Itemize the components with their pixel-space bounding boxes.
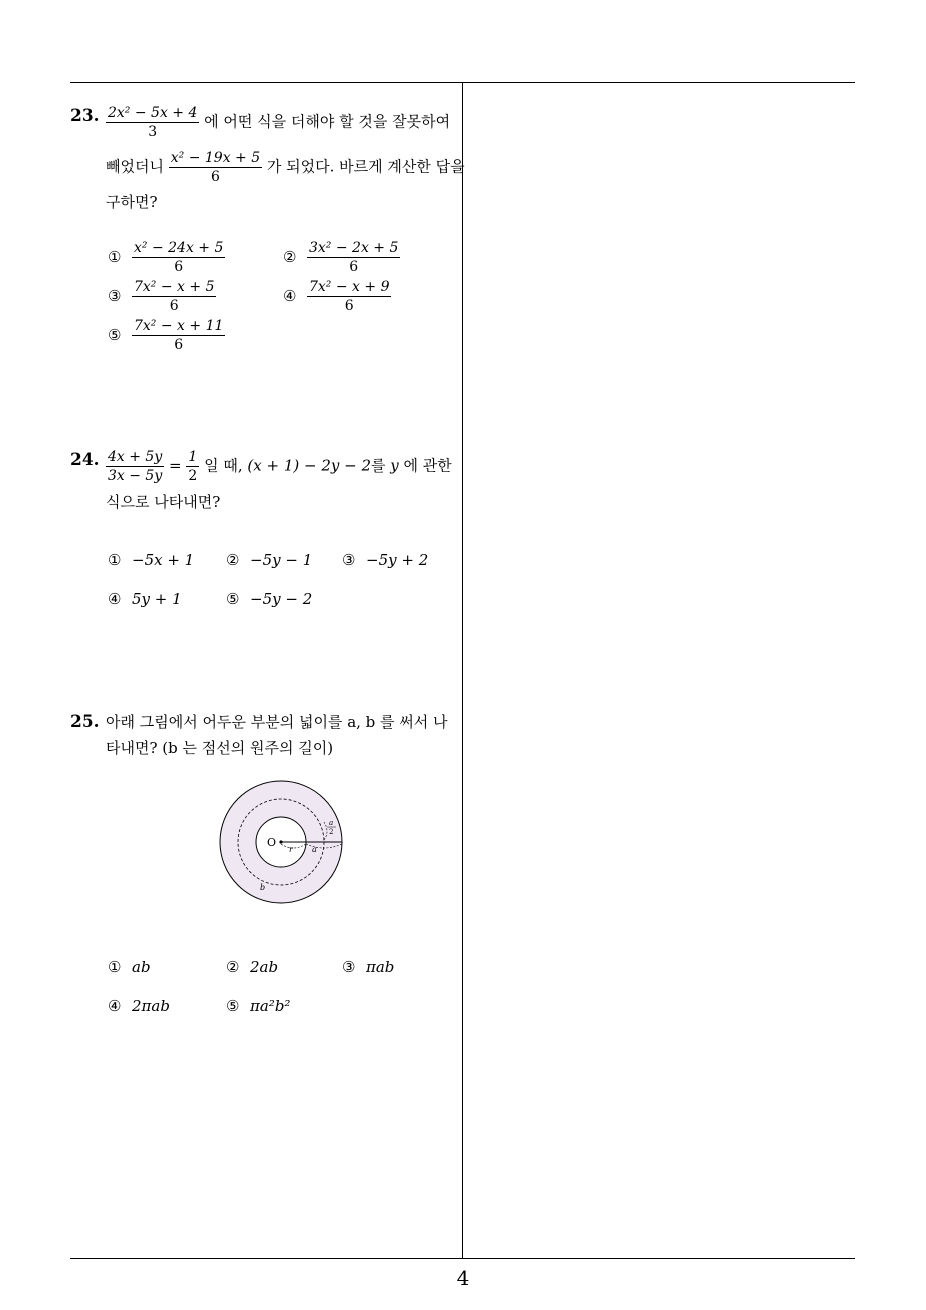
- question-number: 24.: [70, 450, 100, 470]
- page-number: 4: [456, 1266, 470, 1290]
- bottom-rule: [70, 1258, 855, 1259]
- choice-3[interactable]: ③ $\frac{\text{7x² − x + 5}}{6}$: [108, 279, 215, 314]
- question-25: [70, 710, 456, 1020]
- choice-2[interactable]: ② −5y − 1: [226, 551, 313, 569]
- choice-2[interactable]: ② 2ab: [226, 958, 279, 976]
- choice-1[interactable]: ① ab: [108, 958, 151, 976]
- column-divider: [462, 82, 463, 1258]
- center-label: O: [267, 836, 277, 849]
- question-24: [70, 448, 456, 618]
- fraction: $\frac{1}{2}$: [188, 449, 198, 484]
- question-line-2: 타내면? (b 는 점선의 원주의 길이): [106, 739, 334, 757]
- fraction: $\frac{\text{2x² − 5x + 4}}{3}$: [108, 105, 198, 140]
- concentric-circles-figure: [218, 780, 344, 906]
- question-line-3: 구하면?: [106, 193, 158, 211]
- question-text: 에 어떤 식을 더해야 할 것을 잘못하여: [204, 112, 451, 131]
- choice-4[interactable]: ④ 2πab: [108, 997, 170, 1015]
- question-number: 25.: [70, 712, 100, 732]
- question-number: 23.: [70, 106, 100, 126]
- choice-5[interactable]: ⑤ $\frac{\text{7x² − x + 11}}{6}$: [108, 318, 224, 353]
- fraction: $\frac{\text{x² − 19x + 5}}{6}$: [170, 150, 261, 185]
- choice-5[interactable]: ⑤ πa²b²: [226, 997, 291, 1015]
- choice-4[interactable]: ④ 5y + 1: [108, 590, 182, 608]
- question-text: 빼었더니: [106, 157, 164, 176]
- choice-2[interactable]: ② $\frac{\text{3x² − 2x + 5}}{6}$: [283, 240, 399, 275]
- question-line-1: $\frac{4x + 5y}{3x - 5y}$ = $\frac{1}{2}$ 일 때, (x + 1) − 2y − 2를 y 에 관한: [108, 449, 452, 484]
- question-text: 가 되었다. 바르게 계산한 답을: [266, 157, 465, 176]
- half-a-denominator: 2: [329, 828, 334, 836]
- question-line-1: 아래 그림에서 어두운 부분의 넓이를 a, b 를 써서 나: [106, 713, 448, 731]
- choice-1[interactable]: ① −5x + 1: [108, 551, 195, 569]
- fraction: $\frac{4x + 5y}{3x - 5y}$: [108, 449, 163, 484]
- choice-4[interactable]: ④ $\frac{\text{7x² − x + 9}}{6}$: [283, 279, 390, 314]
- a-label: a: [312, 845, 317, 854]
- choice-3[interactable]: ③ −5y + 2: [342, 551, 429, 569]
- choice-5[interactable]: ⑤ −5y − 2: [226, 590, 313, 608]
- question-line-1: [106, 104, 450, 141]
- b-label: b: [260, 883, 266, 892]
- r-label: r: [289, 845, 293, 854]
- choice-3[interactable]: ③ πab: [342, 958, 395, 976]
- half-a-numerator: a: [329, 819, 334, 827]
- choice-1[interactable]: ① $\frac{\text{x² − 24x + 5}}{6}$: [108, 240, 224, 275]
- question-line-2: [106, 149, 465, 186]
- question-23: [70, 104, 465, 364]
- question-line-2: 식으로 나타내면?: [106, 493, 221, 511]
